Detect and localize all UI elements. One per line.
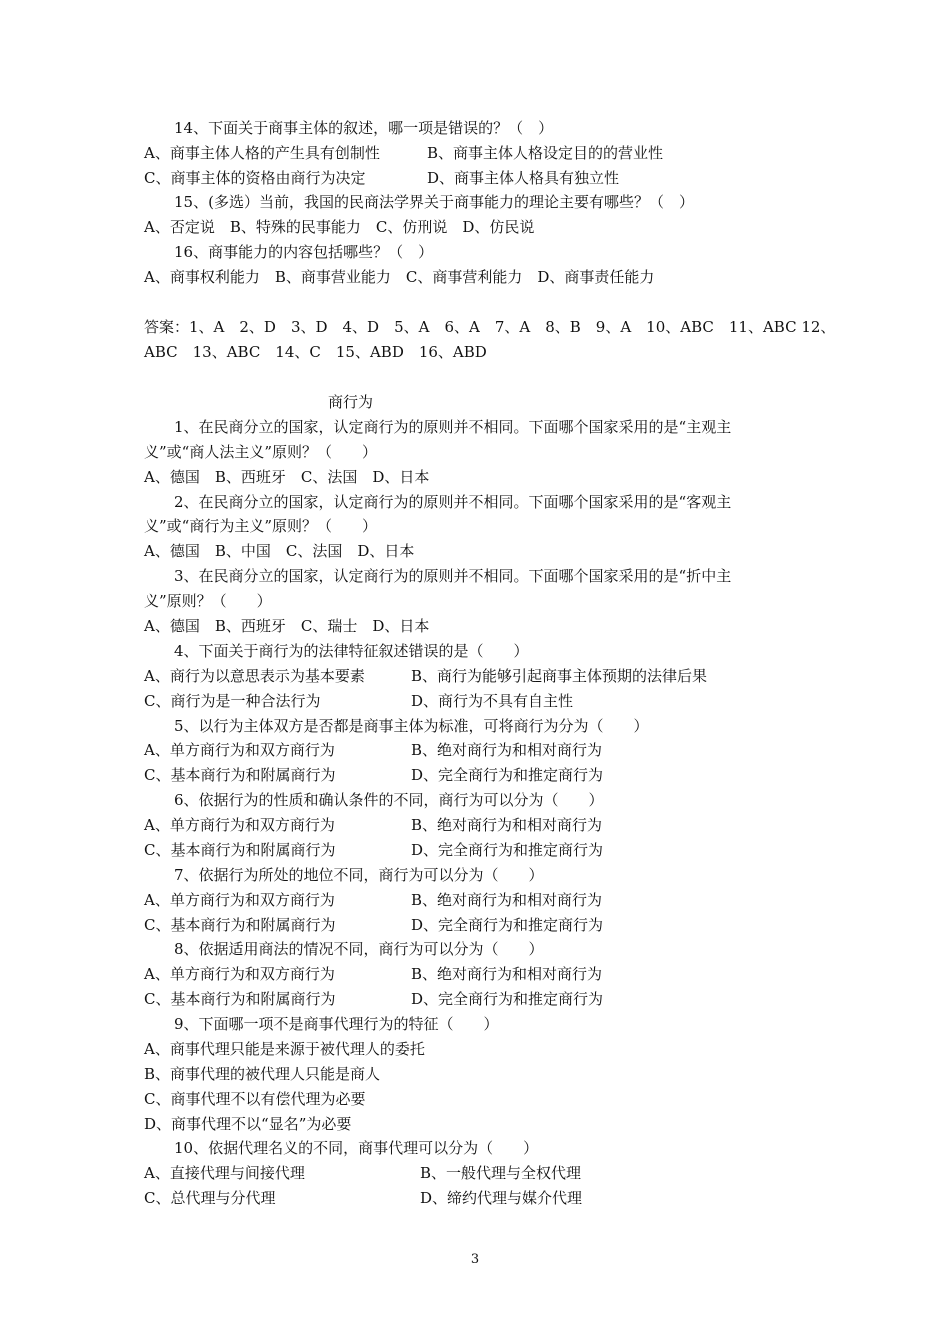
option-b: B、商事代理的被代理人只能是商人 <box>144 1065 381 1083</box>
question-7: 7、依据行为所处的地位不同，商行为可以分为（ ） <box>144 866 544 884</box>
options-row: A、商事主体人格的产生具有创制性 B、商事主体人格设定目的的营业性 <box>144 144 664 162</box>
options-row: A、商行为以意思表示为基本要素 B、商行为能够引起商事主体预期的法律后果 <box>144 667 708 685</box>
question-1-cont: 义”或“商人法主义”原则？（ ） <box>144 443 378 461</box>
options-row: C、基本商行为和附属商行为 D、完全商行为和推定商行为 <box>144 990 604 1008</box>
question-4: 4、下面关于商行为的法律特征叙述错误的是（ ） <box>144 642 529 660</box>
options-row: A、单方商行为和双方商行为 B、绝对商行为和相对商行为 <box>144 816 603 834</box>
question-1: 1、在民商分立的国家，认定商行为的原则并不相同。下面哪个国家采用的是“主观主 <box>144 418 732 436</box>
options-row: A、直接代理与间接代理 B、一般代理与全权代理 <box>144 1164 582 1182</box>
question-10: 10、依据代理名义的不同，商事代理可以分为（ ） <box>144 1139 539 1157</box>
option-a: A、商事代理只能是来源于被代理人的委托 <box>144 1040 425 1058</box>
question-15: 15、(多选）当前，我国的民商法学界关于商事能力的理论主要有哪些？（ ） <box>144 193 694 211</box>
options-row: A、否定说 B、特殊的民事能力 C、仿刑说 D、仿民说 <box>144 218 535 236</box>
question-8: 8、依据适用商法的情况不同，商行为可以分为（ ） <box>144 940 544 958</box>
question-5: 5、以行为主体双方是否都是商事主体为标准，可将商行为分为（ ） <box>144 717 649 735</box>
question-6: 6、依据行为的性质和确认条件的不同，商行为可以分为（ ） <box>144 791 604 809</box>
options-row: A、德国 B、西班牙 C、法国 D、日本 <box>144 468 430 486</box>
answer-key-cont: ABC 13、ABC 14、C 15、ABD 16、ABD <box>144 343 487 361</box>
options-row: A、德国 B、西班牙 C、瑞士 D、日本 <box>144 617 430 635</box>
question-2: 2、在民商分立的国家，认定商行为的原则并不相同。下面哪个国家采用的是“客观主 <box>144 493 732 511</box>
options-row: A、单方商行为和双方商行为 B、绝对商行为和相对商行为 <box>144 741 603 759</box>
options-row: A、单方商行为和双方商行为 B、绝对商行为和相对商行为 <box>144 891 603 909</box>
options-row: A、单方商行为和双方商行为 B、绝对商行为和相对商行为 <box>144 965 603 983</box>
options-row: A、德国 B、中国 C、法国 D、日本 <box>144 542 415 560</box>
option-c: C、商事代理不以有偿代理为必要 <box>144 1090 366 1108</box>
question-2-cont: 义”或“商行为主义”原则？（ ） <box>144 517 378 535</box>
question-14: 14、下面关于商事主体的叙述，哪一项是错误的？（ ） <box>144 119 554 137</box>
options-row: C、基本商行为和附属商行为 D、完全商行为和推定商行为 <box>144 766 604 784</box>
page-number: 3 <box>470 1252 480 1267</box>
options-row: C、商事主体的资格由商行为决定 D、商事主体人格具有独立性 <box>144 169 620 187</box>
options-row: C、总代理与分代理 D、缔约代理与媒介代理 <box>144 1189 583 1207</box>
option-d: D、商事代理不以“显名”为必要 <box>144 1115 352 1133</box>
question-9: 9、下面哪一项不是商事代理行为的特征（ ） <box>144 1015 499 1033</box>
options-row: C、商行为是一种合法行为 D、商行为不具有自主性 <box>144 692 574 710</box>
answer-key: 答案：1、A 2、D 3、D 4、D 5、A 6、A 7、A 8、B 9、A 10、ABC 11、ABC 12、 <box>144 318 836 336</box>
options-row: C、基本商行为和附属商行为 D、完全商行为和推定商行为 <box>144 841 604 859</box>
question-3: 3、在民商分立的国家，认定商行为的原则并不相同。下面哪个国家采用的是“折中主 <box>144 567 732 585</box>
options-row: C、基本商行为和附属商行为 D、完全商行为和推定商行为 <box>144 916 604 934</box>
section-title: 商行为 <box>328 393 374 411</box>
options-row: A、商事权利能力 B、商事营业能力 C、商事营利能力 D、商事责任能力 <box>144 268 655 286</box>
question-3-cont: 义”原则？（ ） <box>144 592 272 610</box>
question-16: 16、商事能力的内容包括哪些？（ ） <box>144 243 434 261</box>
